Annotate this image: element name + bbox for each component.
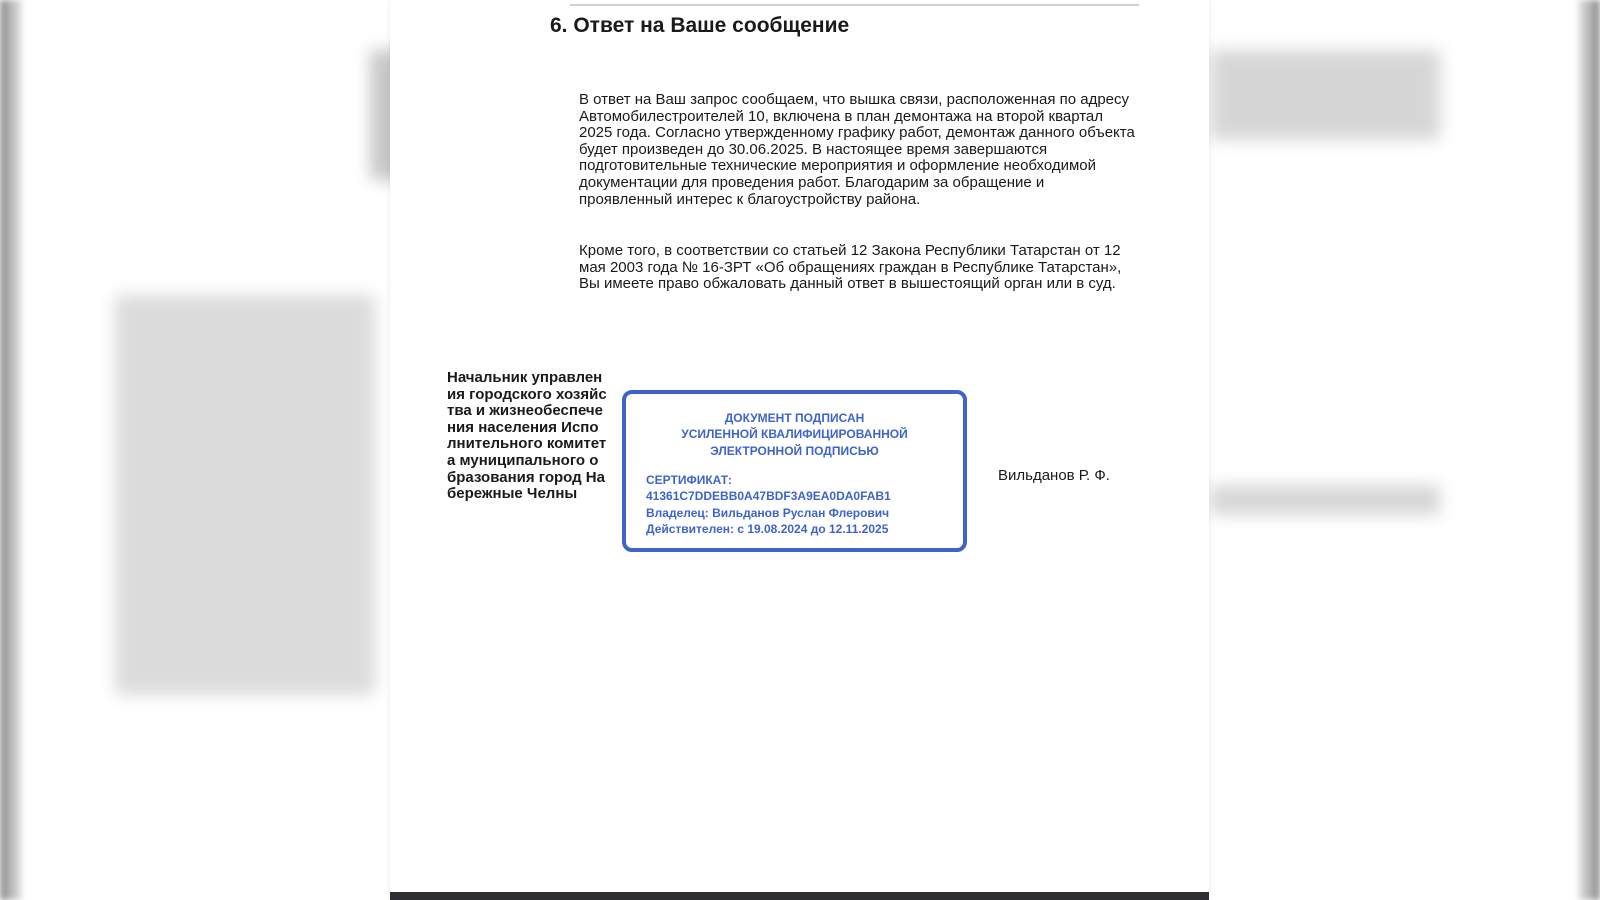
background-edge-right xyxy=(1578,0,1600,900)
stamp-heading xyxy=(626,410,963,459)
document-page xyxy=(390,0,1209,900)
top-divider xyxy=(570,4,1139,6)
certificate-owner: Владелец: Вильданов Руслан Флерович xyxy=(646,505,890,520)
stamp-heading-line: ДОКУМЕНТ ПОДПИСАН xyxy=(724,411,865,425)
response-paragraph: В ответ на Ваш запрос сообщаем, что вышка связи, расположенная по адресу Автомобилестроителей 10, включена в план демонтажа на второй квартал 2025 года. Согласно утвержденному графику работ, демонтаж данного объекта будет произведен до 30.06.2025. В настоящее время завершаются подготовительные технические мероприятия и оформление необходимой документации для проведения работ. Благодарим за обращение и проявленный интерес к благоустройству района. xyxy=(579,91,1135,208)
electronic-signature-stamp xyxy=(622,390,967,552)
signer-name: Вильданов Р. Ф. xyxy=(998,467,1110,484)
background-edge-left xyxy=(0,0,22,900)
certificate-validity: Действителен: с 19.08.2024 до 12.11.2025 xyxy=(646,522,889,537)
page-bottom-bar xyxy=(390,892,1209,900)
blurred-background-text xyxy=(1210,485,1440,515)
signer-title: Начальник управления городского хозяйства и жизнеобеспечения населения Исполнительного комитета муниципального образования город Набережные Челны xyxy=(447,369,607,503)
stamp-details xyxy=(646,472,956,538)
certificate-id: 41361C7DDEBB0A47BDF3A9EA0DA0FAB1 xyxy=(646,489,891,504)
blurred-background-text xyxy=(115,295,375,695)
appeal-rights-paragraph: Кроме того, в соответствии со статьей 12 Закона Республики Татарстан от 12 мая 2003 года № 16-ЗРТ «Об обращениях граждан в Республике Татарстан», Вы имеете право обжаловать данный ответ в вышестоящий орган или в суд. xyxy=(579,242,1122,293)
blurred-background-text xyxy=(1210,50,1440,140)
section-heading: 6. Ответ на Ваше сообщение xyxy=(550,14,850,37)
stamp-heading-line: УСИЛЕННОЙ КВАЛИФИЦИРОВАННОЙ xyxy=(681,427,908,442)
stamp-heading-line: ЭЛЕКТРОННОЙ ПОДПИСЬЮ xyxy=(710,443,879,458)
certificate-label: СЕРТИФИКАТ: xyxy=(646,473,732,487)
